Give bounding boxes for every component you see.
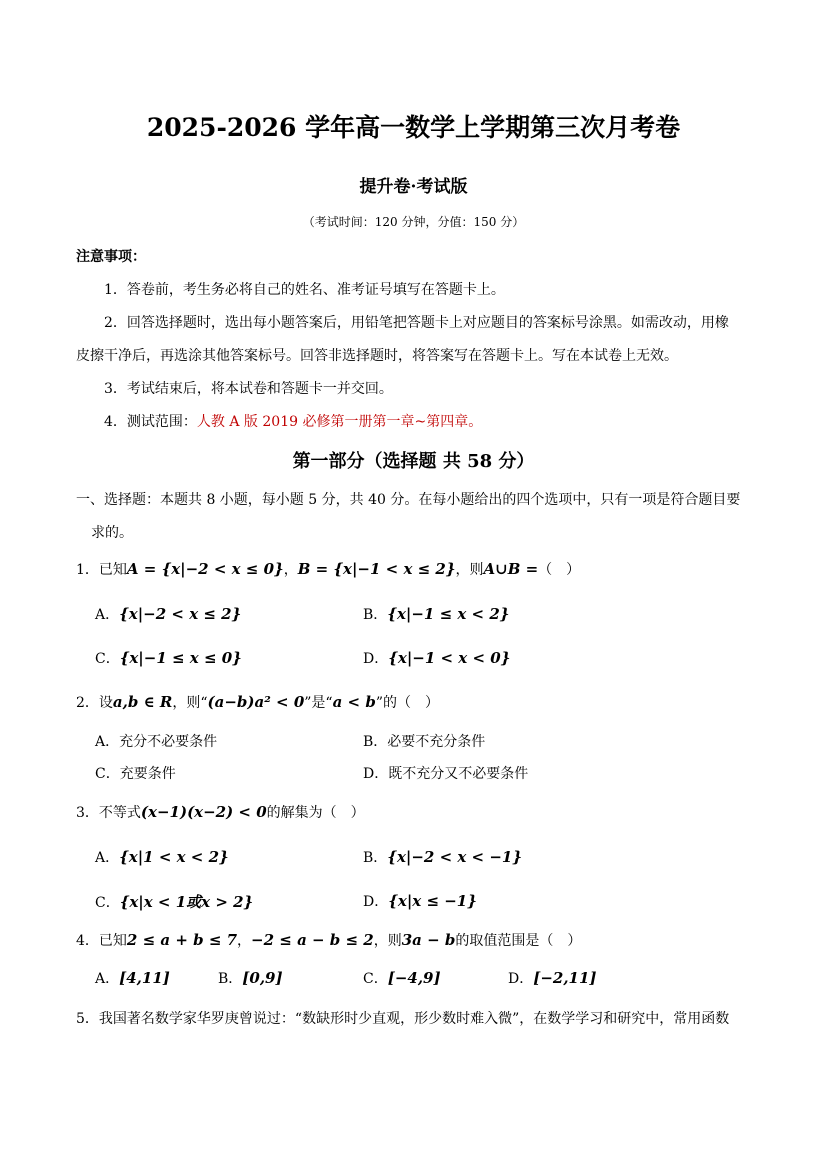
option-label: B．: [363, 607, 388, 623]
question-5: 5．我国著名数学家华罗庚曾说过：“数缺形时少直观，形少数时难入微”，在数学学习和研究中，常用函数: [76, 1011, 730, 1027]
option-label: C．: [95, 895, 120, 911]
q2-end: ”的（ ）: [375, 695, 439, 711]
notice-item-1: 1．答卷前，考生务必将自己的姓名、准考证号填写在答题卡上。: [104, 282, 505, 298]
option-label: A．: [95, 971, 120, 987]
q2-option-d[interactable]: [363, 763, 528, 783]
q1-mid: ，则: [455, 562, 484, 578]
q4-option-b[interactable]: [218, 968, 283, 988]
option-value: {x|−1 < x < 0}: [388, 649, 511, 667]
option-value: 既不充分又不必要条件: [388, 766, 529, 782]
option-label: A．: [95, 850, 120, 866]
exam-subtitle: 提升卷·考试版: [359, 177, 468, 197]
section-intro-line1: 一、选择题：本题共 8 小题，每小题 5 分，共 40 分。在每小题给出的四个选项中，只有一项是符合题目要: [76, 492, 741, 508]
q1-option-a[interactable]: [95, 604, 241, 624]
option-value: {x|−1 ≤ x ≤ 0}: [119, 649, 242, 667]
option-value: {x|1 < x < 2}: [119, 848, 229, 866]
q2-option-a[interactable]: [95, 731, 217, 751]
q2-prefix: 2．设: [76, 695, 113, 711]
option-value: 必要不充分条件: [387, 734, 486, 750]
q2-expr1: (a−b)a² < 0: [207, 693, 305, 711]
q1-set-a: A = {x|−2 < x ≤ 0}: [126, 560, 284, 578]
question-4: [76, 930, 581, 950]
exam-title: 2025-2026 学年高一数学上学期第三次月考卷: [146, 113, 681, 142]
option-label: C．: [95, 651, 120, 667]
option-label: B．: [363, 850, 388, 866]
q3-end: 的解集为（ ）: [266, 805, 365, 821]
q3-option-c[interactable]: [95, 891, 253, 912]
option-value: 充要条件: [119, 766, 176, 782]
notice-item-4: [104, 411, 482, 431]
q1-prefix: 1．已知: [76, 562, 127, 578]
question-3: [76, 802, 365, 822]
test-range: 人教 A 版 2019 必修第一册第一章~第四章。: [196, 414, 483, 430]
q3-expr: (x−1)(x−2) < 0: [140, 803, 267, 821]
q3-option-b[interactable]: [363, 847, 522, 867]
q4-mid: ，则: [373, 933, 402, 949]
option-label: D．: [363, 766, 389, 782]
q4-option-a[interactable]: [95, 968, 170, 988]
q4-option-c[interactable]: [363, 968, 441, 988]
exam-meta: （考试时间：120 分钟，分值：150 分）: [302, 215, 525, 229]
option-value: {x|−1 ≤ x < 2}: [387, 605, 510, 623]
option-value: [4,11]: [119, 969, 170, 987]
q2-expr2: a < b: [332, 693, 376, 711]
notice-item-2-line1: 2．回答选择题时，选出每小题答案后，用铅笔把答题卡上对应题目的答案标号涂黑。如需改动，用橡: [104, 315, 729, 331]
option-label: C．: [95, 766, 120, 782]
option-label: B．: [363, 734, 388, 750]
notice-item-3: 3．考试结束后，将本试卷和答题卡一并交回。: [104, 381, 393, 397]
option-value: [−2,11]: [533, 969, 597, 987]
notice-item-4-prefix: 4．测试范围：: [104, 414, 197, 430]
q3-prefix: 3．不等式: [76, 805, 141, 821]
option-value: [0,9]: [242, 969, 283, 987]
q1-option-b[interactable]: [363, 604, 509, 624]
option-value: {x|x < 1或x > 2}: [119, 893, 254, 911]
option-value: {x|x ≤ −1}: [388, 892, 477, 910]
q4-option-d[interactable]: [508, 968, 597, 988]
q1-option-d[interactable]: [363, 648, 510, 668]
q4-sep: ，: [237, 933, 252, 949]
option-value: {x|−2 < x < −1}: [387, 848, 522, 866]
q3-option-a[interactable]: [95, 847, 229, 867]
option-value: 充分不必要条件: [119, 734, 218, 750]
q1-sep: ，: [283, 562, 298, 578]
question-1: [76, 559, 580, 579]
q1-end: （ ）: [538, 562, 581, 578]
q1-option-c[interactable]: [95, 648, 242, 668]
q4-cond-1: 2 ≤ a + b ≤ 7: [126, 931, 238, 949]
section-title: 第一部分（选择题 共 58 分）: [292, 451, 535, 472]
option-label: D．: [508, 971, 534, 987]
q1-set-b: B = {x|−1 < x ≤ 2}: [297, 560, 456, 578]
option-value: {x|−2 < x ≤ 2}: [119, 605, 242, 623]
q2-mid2: ”是“: [304, 695, 333, 711]
q2-option-c[interactable]: [95, 763, 176, 783]
option-label: D．: [363, 651, 389, 667]
option-label: A．: [95, 734, 120, 750]
notice-item-2-line2: 皮擦干净后，再选涂其他答案标号。回答非选择题时，将答案写在答题卡上。写在本试卷上无效。: [76, 348, 678, 364]
q2-cond: a,b ∈ R: [112, 693, 173, 711]
q4-cond-2: −2 ≤ a − b ≤ 2: [251, 931, 374, 949]
option-label: C．: [363, 971, 388, 987]
notice-heading: 注意事项：: [76, 249, 146, 265]
option-label: D．: [363, 894, 389, 910]
q4-expr: 3a − b: [401, 931, 456, 949]
option-value: [−4,9]: [387, 969, 441, 987]
q1-expr: A∪B =: [483, 560, 539, 578]
q4-end: 的取值范围是（ ）: [455, 933, 582, 949]
question-2: [76, 692, 439, 712]
q2-mid1: ，则“: [172, 695, 208, 711]
q3-option-d[interactable]: [363, 891, 477, 911]
q2-option-b[interactable]: [363, 731, 485, 751]
option-label: A．: [95, 607, 120, 623]
option-label: B．: [218, 971, 243, 987]
q4-prefix: 4．已知: [76, 933, 127, 949]
section-intro-line2: 求的。: [91, 525, 133, 541]
